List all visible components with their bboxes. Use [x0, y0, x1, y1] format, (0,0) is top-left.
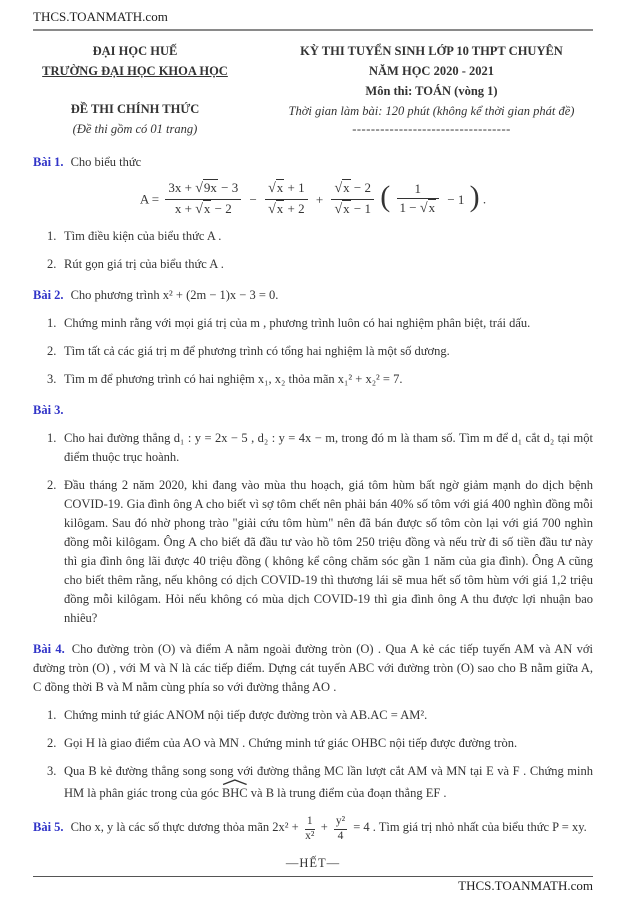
site-header-text: THCS.TOANMATH.com	[33, 9, 168, 24]
item-number: 2.	[47, 478, 57, 493]
item-number: 1.	[47, 316, 57, 331]
plus-operator: +	[315, 191, 324, 207]
list-item	[47, 227, 593, 246]
item-number: 3.	[47, 372, 57, 387]
item-text: Tìm tất cả các giá trị m để phương trình có tổng hai nghiệm là một số dương.	[64, 344, 450, 359]
problem-1-intro: Cho biểu thức	[70, 155, 142, 169]
list-item	[47, 370, 593, 389]
item-text: Cho hai đường thẳng d₁ : y = 2x − 5 , d₂ : y = 4x − m, trong đó m là tham số. Tìm m để d₁ cắt d₂ tại một điểm thuộc trục hoành.	[64, 431, 593, 465]
dash-separator: ----------------------------------	[352, 122, 511, 136]
list-item	[47, 314, 593, 333]
problem-5-label: Bài 5.	[33, 819, 64, 834]
header-right-column	[270, 41, 593, 139]
list-item	[47, 476, 593, 628]
item-number: 1.	[47, 431, 57, 446]
fraction-4: $\frac{1}{1 - √x}$	[397, 181, 440, 218]
site-footer-text: THCS.TOANMATH.com	[458, 878, 593, 893]
problem-4-label: Bài 4.	[33, 642, 65, 657]
item-number: 2.	[47, 736, 57, 751]
problem-2-heading	[33, 286, 593, 305]
problem-1-label: Bài 1.	[33, 155, 64, 169]
exam-title: KỲ THI TUYỂN SINH LỚP 10 THPT CHUYÊN	[300, 44, 563, 58]
list-item	[47, 429, 593, 467]
item-text: Chứng minh tứ giác ANOM nội tiếp được đường tròn và AB.AC = AM².	[64, 708, 428, 723]
duration-note: Thời gian làm bài: 120 phút (không kể thời gian phát đề)	[288, 104, 575, 118]
university-name: ĐẠI HỌC HUẾ	[92, 44, 178, 58]
list-item	[47, 706, 593, 725]
problem-3-label: Bài 3.	[33, 403, 64, 418]
list-item	[47, 762, 593, 803]
item-text: Qua B kẻ đường thẳng song song với đường thẳng MC lần lượt cắt AM và MN tại E và F . Chứng minh HM là phân giác trong của góc BHC và B là trung điểm của đoạn thẳng EF .	[64, 762, 593, 803]
problem-4-heading	[33, 640, 593, 697]
problem-1-formula	[33, 180, 593, 218]
inline-fraction-2: $\frac{\text{y²}}{4}$	[335, 815, 346, 842]
site-header	[0, 0, 618, 29]
plus-operator: +	[320, 819, 328, 834]
item-text: Gọi H là giao điểm của AO và MN . Chứng minh tứ giác OHBC nội tiếp được đường tròn.	[64, 736, 518, 751]
fraction-2: $\frac{√x + 1}{√x + 2}$	[265, 180, 308, 218]
problem-5-text-pre: Cho x, y là các số thực dương thỏa mãn 2x² +	[70, 819, 299, 834]
sqrt-icon: √	[195, 200, 203, 217]
formula-lhs: A =	[139, 191, 160, 207]
open-paren: (	[380, 180, 391, 214]
widehat-icon	[222, 779, 248, 785]
item-number: 2.	[47, 257, 57, 272]
problem-5-text-post: = 4 . Tìm giá trị nhỏ nhất của biểu thức P = xy.	[353, 819, 587, 834]
fraction-1: $\frac{3x + √9x - 3}{x + √x - 2}$	[165, 180, 241, 218]
item-number: 1.	[47, 708, 57, 723]
sqrt-icon: √	[268, 180, 276, 196]
problem-2-label: Bài 2.	[33, 288, 64, 303]
inline-fraction-1: $\frac{1}{\text{x²}}$	[305, 815, 315, 842]
school-year: NĂM HỌC 2020 - 2021	[369, 64, 494, 78]
item-text: Chứng minh rằng với mọi giá trị của m , phương trình luôn có hai nghiệm phân biệt, trái dấu.	[64, 316, 531, 331]
list-item	[47, 342, 593, 361]
item-text: Tìm điều kiện của biểu thức A .	[64, 229, 222, 244]
list-item	[47, 255, 593, 274]
period: .	[482, 191, 487, 207]
school-name: TRƯỜNG ĐẠI HỌC KHOA HỌC	[42, 64, 228, 78]
site-footer	[458, 876, 593, 895]
problem-4-intro: Cho đường tròn (O) và điểm A nằm ngoài đường tròn (O) . Qua A kẻ các tiếp tuyến AM và AN với đường tròn (O) , với M và N là các tiếp điểm. Dựng cát tuyến ABC với đường tròn (O) sao cho B nằm giữa A, C đồng thời B và M nằm cùng phía so với đường thẳng AO .	[33, 642, 593, 695]
problem-5-paragraph	[33, 815, 593, 844]
problem-3-heading	[33, 401, 593, 420]
item-text: Tìm m để phương trình có hai nghiệm x₁, x₂ thỏa mãn x₁² + x₂² = 7.	[64, 372, 403, 387]
end-of-exam-mark: —HẾT—	[285, 855, 341, 870]
widehat-angle: BHC	[222, 781, 248, 803]
fraction-3: $\frac{√x - 2}{√x - 1}$	[331, 180, 374, 218]
sqrt-icon: √	[334, 200, 343, 217]
item-number: 2.	[47, 344, 57, 359]
problem-2-intro: Cho phương trình x² + (2m − 1)x − 3 = 0.	[70, 288, 279, 303]
problem-1-heading	[33, 153, 593, 172]
minus-operator: −	[249, 191, 257, 207]
close-paren: )	[469, 180, 480, 214]
official-exam-label: ĐỀ THI CHÍNH THỨC	[70, 102, 200, 116]
sqrt-icon: √	[334, 180, 343, 196]
tail-term: − 1	[447, 191, 465, 207]
exam-header	[0, 41, 618, 139]
item-number: 1.	[47, 229, 57, 244]
list-item	[47, 734, 593, 753]
page-count-note: (Đề thi gồm có 01 trang)	[72, 122, 198, 136]
sqrt-icon: √	[419, 199, 428, 216]
sqrt-icon: √	[195, 180, 203, 196]
sqrt-icon: √	[268, 200, 276, 217]
item-text: Rút gọn giá trị của biểu thức A .	[64, 257, 224, 272]
subject-line: Môn thi: TOÁN (vòng 1)	[365, 84, 498, 98]
item-number: 3.	[47, 764, 57, 779]
exam-body	[33, 153, 593, 873]
header-rule	[33, 29, 593, 31]
header-left-column	[0, 41, 270, 139]
item-text: Đầu tháng 2 năm 2020, khi đang vào mùa thu hoạch, giá tôm hùm bất ngờ giảm mạnh do dịch bệnh COVID-19. Gia đình ông A cho biết vì sợ tôm chết nên phải bán 40% số tôm với giá 400 nghìn đồng mỗi kilôgam. Sau đó nhờ phong trào "giải cứu tôm hùm" nên đã bán được số tôm còn lại với giá 700 nghìn đồng mỗi kilôgam. Ông A cho biết đã đầu tư vào hồ tôm 250 triệu đồng và nếu trừ đi số tiền đầu tư này thì gia đình ông lãi được 40 triệu đồng ( không kể công chăm sóc gần 1 năm của gia đình). Ông A cũng cho biết thêm rằng, nếu không có dịch COVID-19 thì thương lái sẽ mua hết số tôm hùm với giá 1,2 triệu đồng mỗi kilôgam. Hỏi nếu không có mùa dịch COVID-19 thì gia đình ông A thu được lợi nhuận bao nhiêu?	[64, 478, 593, 626]
